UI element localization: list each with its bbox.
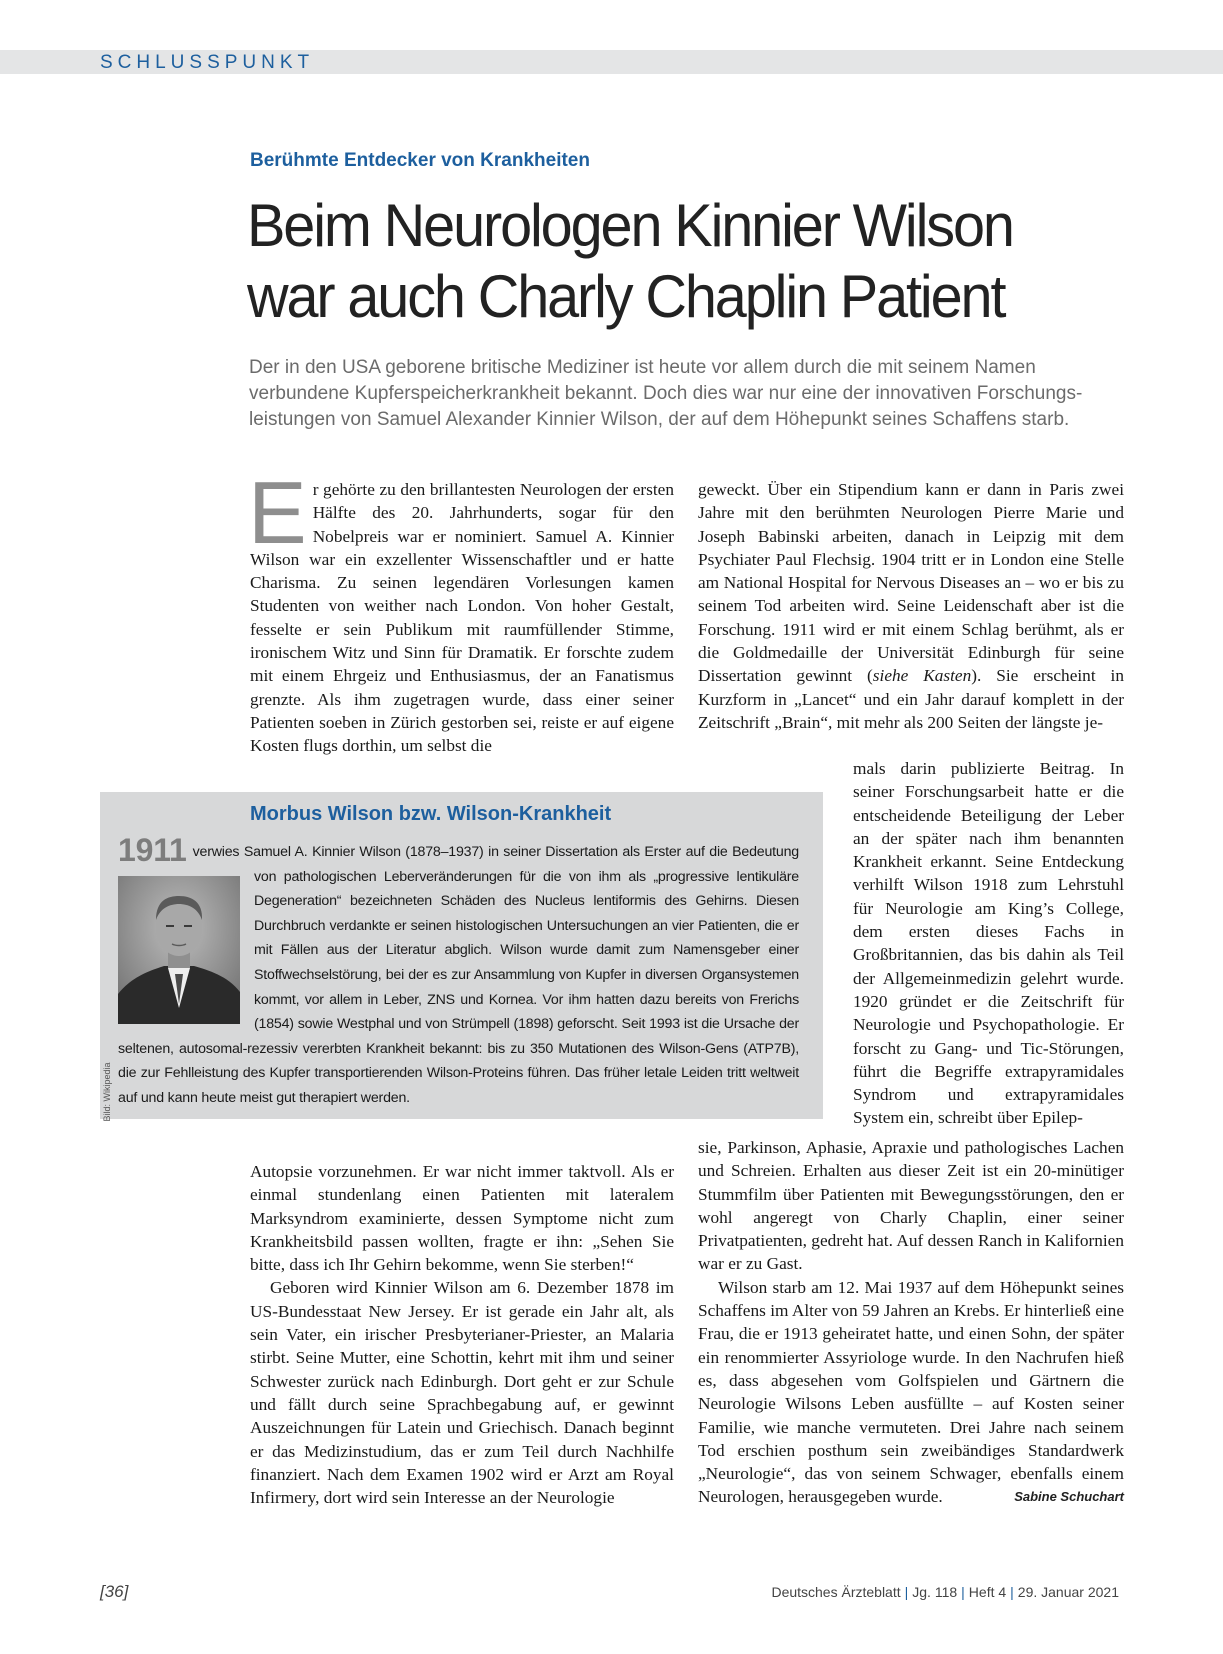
section-label: SCHLUSSPUNKT xyxy=(100,52,315,73)
body-paragraph xyxy=(248,463,674,758)
footer-separator: | xyxy=(904,1584,909,1600)
journal-name: Deutsches Ärzteblatt xyxy=(771,1584,901,1600)
column-2-wrap xyxy=(853,757,1124,1130)
body-text: ). Sie erscheint in Kurzform in „Lancet“ und ein Jahr darauf komplett in der Zeitschrift „Brain“, mit mehr als 200 Seiten der längste je- xyxy=(698,666,1124,732)
photo-credit xyxy=(100,1062,114,1122)
journal-date: 29. Januar 2021 xyxy=(1017,1584,1119,1600)
footer-separator: | xyxy=(961,1584,965,1600)
article-kicker: Berühmte Entdecker von Krankheiten xyxy=(250,150,590,171)
body-paragraph: Geboren wird Kinnier Wilson am 6. Dezember 1878 im US-Bundesstaat New Jersey. Er ist gerade ein Jahr alt, als sein Vater, ein irischer Presbyterianer-Priester, an Malaria stirbt. Seine Mutter, eine Schottin, kehrt mit ihm und seiner Schwester zurück nach Edinburgh. Dort geht er zur Schule und fällt durch seine Sprachbegabung auf, er gewinnt Auszeichnungen für Latein und Griechisch. Danach beginnt er das Medizinstudium, das er zum Teil durch Nachhilfe finanziert. Nach dem Examen 1902 wird er Arzt am Royal Infirmery, dort wird sein Interesse an der Neurologie xyxy=(250,1278,674,1508)
photo-credit-text: Bild: Wikipedia xyxy=(102,1062,112,1122)
body-text: Wilson starb am 12. Mai 1937 auf dem Höhepunkt seines Schaffens im Alter von 59 Jahren an Krebs. Er hinterließ eine Frau, die er 1913 geheiratet hatte, und einen Sohn, der später ein renommierter Assyriologe wurde. In den Nachrufen hieß es, dass abgesehen vom Golfspielen und Gärtnern die Neurologie Wilsons Leben ausfüllte – auf Kosten seiner Familie, wie manche vermuteten. Drei Jahre nach seinem Tod erschien posthum sein zweibändiges Standardwerk „Neurologie“, das von seinem Schwager, ebenfalls einem Neurologen, herausgegeben wurde. xyxy=(698,1277,1124,1507)
info-box-text xyxy=(118,832,799,1111)
body-paragraph: Autopsie vorzunehmen. Er war nicht immer taktvoll. Als er einmal stundenlang einen Patienten mit lateralem Marksyndrom examinierte, dessen Symptome nicht zum Krankheitsbild passen wollten, fragte er ihn: „Sehen Sie bitte, dass ich Ihr Gehirn bekomme, wenn Sie sterben!“ xyxy=(250,1162,674,1275)
headline-line: Beim Neurologen Kinnier Wilson xyxy=(247,192,1013,259)
page-number: [36] xyxy=(100,1582,129,1601)
info-box-year: 1911 xyxy=(118,832,187,868)
headline-line: war auch Charly Chaplin Patient xyxy=(247,263,1005,330)
info-box-body: verwies Samuel A. Kinnier Wilson (1878–1937) in seiner Dissertation als Erster auf die Bedeutung von pathologischen Leberveränderungen für die von ihm als „progressive lentikuläre Degeneration“ bezeichneten Schäden des Nucleus lentiformis des Gehirns. Diesen Durchbruch verdankte er seinen histologischen Untersuchungen an vier Patienten, die er mit Fällen aus der Literatur abglich. Wilson wurde damit zum Namensgeber einer Stoffwechselstörung, bei der es zur Ansammlung von Kupfer in diversen Organsystemen kommt, vor allem in Leber, ZNS und Kornea. Vor ihm hatten dazu bereits von Frerichs (1854) sowie Westphal und von Strümpell (1898) geforscht. Seit 1993 ist die Ursache der seltenen, autosomal-rezessiv vererbten Krankheit bekannt: bis zu 350 Mutationen des Wilson-Gens (ATP7B), die zur Fehlleistung des Kupfer transportierenden Wilson-Proteins führen. Das früher letale Leiden tritt weltweit auf und kann heute meist gut therapiert werden. xyxy=(118,844,799,1106)
lead-line: Der in den USA geborene britische Mediziner ist heute vor allem durch die mit seinem Namen xyxy=(249,357,1036,378)
article-lead xyxy=(249,355,1109,433)
lead-line: leistungen von Samuel Alexander Kinnier Wilson, der auf dem Höhepunkt seines Schaffens starb. xyxy=(249,409,1070,430)
info-box-title: Morbus Wilson bzw. Wilson-Krankheit xyxy=(250,803,612,825)
info-box xyxy=(100,792,823,1122)
journal-issue: Heft 4 xyxy=(968,1584,1007,1600)
column-1-top xyxy=(248,463,674,758)
author-byline: Sabine Schuchart xyxy=(1014,1489,1124,1505)
journal-volume: Jg. 118 xyxy=(912,1584,958,1600)
column-2-bottom xyxy=(698,1136,1124,1509)
cross-reference: siehe Kasten xyxy=(872,666,972,686)
body-paragraph: sie, Parkinson, Aphasie, Apraxie und pathologisches Lachen und Schreien. Erhalten aus dieser Zeit ist ein 20-minütiger Stummfilm über Patienten mit Bewegungsstörungen, den er wohl angeregt von Charly Chaplin, einer seiner Privatpatienten, gedreht hat. Auf dessen Ranch in Kalifornien war er zu Gast. xyxy=(698,1138,1124,1274)
body-paragraph: mals darin publizierte Beitrag. In seiner Forschungsarbeit hatte er die entscheidende Beteiligung der Leber an der später nach ihm benannten Krankheit erkannt. Seine Entdeckung verhilft Wilson 1918 zum Lehrstuhl für Neurologie am King’s College, dem ersten dieses Fachs in Großbritannien, das bis dahin als Teil der Allgemeinmedizin gelehrt wurde. 1920 gründet er die Zeitschrift für Neurologie und Psychopathologie. Er forscht zu Gang- und Tic-Störungen, führt die Begriffe extrapyramidales Syndrom und extrapyramidales System ein, schreibt über Epilep- xyxy=(853,759,1124,1128)
body-paragraph xyxy=(698,478,1124,734)
body-paragraph xyxy=(698,1276,1124,1509)
column-2-top xyxy=(698,478,1124,734)
footer-separator: | xyxy=(1010,1584,1014,1600)
body-text: r gehörte zu den brillantesten Neurologen der ersten Hälfte des 20. Jahrhunderts, sogar für den Nobelpreis war er nominiert. Samuel A. Kinnier Wilson war ein exzellenter Wissenschaftler und er hatte Charisma. Zu seinen legendären Vorlesungen kamen Studenten von weither nach London. Von hoher Gestalt, fesselte er sein Publikum mit raumfüllender Stimme, ironischem Witz und Sinn für Dramatik. Er forschte zudem mit einem Ehrgeiz und Enthusiasmus, der an Fanatismus grenzte. Als ihm zugetragen wurde, dass einer seiner Patienten soeben in Zürich gestorben sei, reiste er auf eigene Kosten flugs dorthin, um selbst die xyxy=(250,480,674,756)
column-1-bottom xyxy=(250,1160,674,1509)
journal-footer xyxy=(771,1584,1119,1600)
lead-line: verbundene Kupferspeicherkrankheit bekannt. Doch dies war nur eine der innovativen Forschungs- xyxy=(249,383,1083,404)
drop-cap: E xyxy=(248,463,307,562)
portrait-photo xyxy=(118,876,240,1024)
article-headline xyxy=(247,190,1111,332)
body-text: geweckt. Über ein Stipendium kann er dann in Paris zwei Jahre mit den berühmten Neurologen Pierre Marie und Joseph Babinski arbeiten, danach in Leipzig mit dem Psychiater Paul Flechsig. 1904 tritt er in London eine Stelle am National Hospital for Nervous Diseases an – wo er bis zu seinem Tod arbeiten wird. Seine Leidenschaft aber ist die Forschung. 1911 wird er mit einem Schlag berühmt, als er die Goldmedaille der Universität Edinburgh für seine Dissertation gewinnt ( xyxy=(698,480,1124,686)
